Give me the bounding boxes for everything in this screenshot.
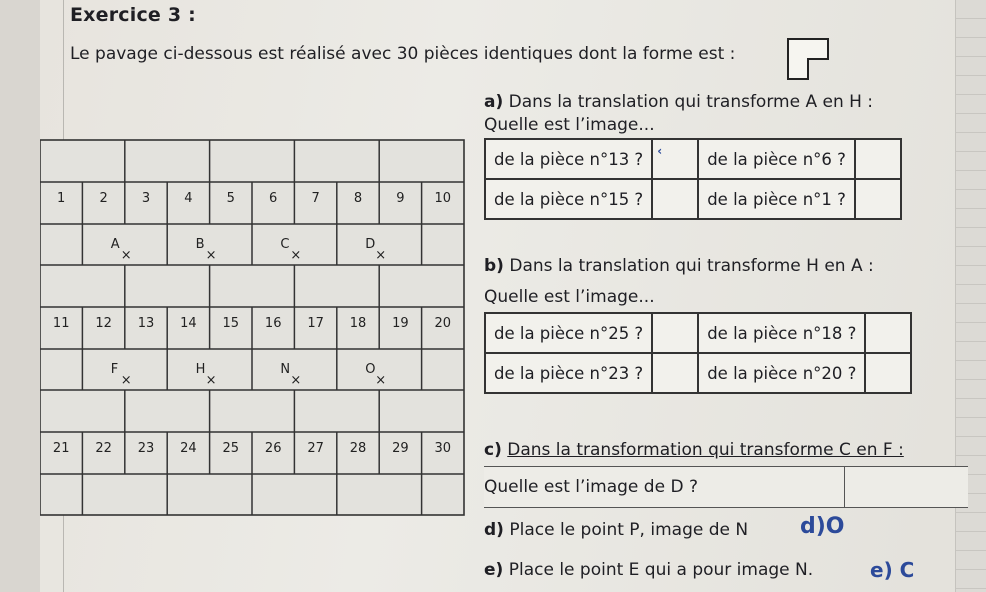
question-b-sub: Quelle est l’image... bbox=[484, 287, 655, 307]
question-e-text: Place le point E qui a pour image N. bbox=[508, 560, 814, 580]
piece-number: 11 bbox=[52, 316, 70, 331]
piece-number: 15 bbox=[222, 316, 240, 331]
question-b-label: b) bbox=[484, 256, 504, 276]
piece-number: 19 bbox=[392, 316, 409, 331]
piece-shape-icon bbox=[785, 36, 831, 82]
tiling-grid bbox=[40, 130, 470, 520]
table-row bbox=[485, 313, 911, 353]
point-cross: × bbox=[290, 373, 302, 388]
point-label: O bbox=[365, 362, 376, 377]
table-a bbox=[484, 138, 902, 220]
piece-number: 22 bbox=[95, 441, 112, 456]
piece-number: 30 bbox=[434, 441, 452, 456]
piece-number: 5 bbox=[226, 191, 235, 206]
pen-mark: ‹ bbox=[657, 143, 663, 158]
question-c-box bbox=[484, 466, 968, 508]
cell-a-q6: de la pièce n°6 ? bbox=[698, 139, 855, 179]
question-c-text: Dans la transformation qui transforme C en F : bbox=[507, 440, 904, 460]
point-label: B bbox=[195, 237, 205, 252]
piece-number: 28 bbox=[349, 441, 367, 456]
answer-b-23[interactable] bbox=[652, 353, 698, 393]
question-b bbox=[484, 256, 874, 276]
table-row bbox=[485, 179, 901, 219]
piece-number: 9 bbox=[396, 191, 405, 206]
point-label: N bbox=[280, 362, 291, 377]
answer-a-6[interactable] bbox=[855, 139, 901, 179]
piece-number: 24 bbox=[180, 441, 197, 456]
question-c-sub: Quelle est l’image de D ? bbox=[484, 477, 698, 497]
question-c-label: c) bbox=[484, 440, 502, 460]
cell-b-q25: de la pièce n°25 ? bbox=[485, 313, 652, 353]
piece-number: 17 bbox=[307, 316, 324, 331]
question-e bbox=[484, 560, 813, 580]
answer-a-15[interactable] bbox=[652, 179, 698, 219]
point-label: F bbox=[110, 362, 119, 377]
answer-a-1[interactable] bbox=[855, 179, 901, 219]
piece-number: 21 bbox=[52, 441, 70, 456]
piece-number: 13 bbox=[137, 316, 155, 331]
piece-number: 18 bbox=[349, 316, 367, 331]
cell-a-q13: de la pièce n°13 ? bbox=[485, 139, 652, 179]
question-e-label: e) bbox=[484, 560, 504, 580]
piece-number: 3 bbox=[141, 191, 151, 206]
piece-number: 16 bbox=[264, 316, 282, 331]
answer-b-18[interactable] bbox=[865, 313, 911, 353]
piece-number: 26 bbox=[264, 441, 282, 456]
handwritten-answer-d: d)O bbox=[800, 514, 845, 539]
piece-number: 6 bbox=[269, 191, 278, 206]
handwritten-answer-e: e) C bbox=[870, 558, 915, 582]
cell-a-q1: de la pièce n°1 ? bbox=[698, 179, 855, 219]
point-label: D bbox=[365, 237, 376, 252]
piece-number: 1 bbox=[57, 191, 66, 206]
question-a-text: Dans la translation qui transforme A en H : bbox=[508, 92, 874, 112]
point-cross: × bbox=[120, 248, 132, 263]
question-c bbox=[484, 440, 904, 460]
piece-number: 25 bbox=[222, 441, 240, 456]
point-cross: × bbox=[120, 373, 132, 388]
table-b bbox=[484, 312, 912, 394]
point-cross: × bbox=[375, 248, 387, 263]
piece-number: 8 bbox=[353, 191, 363, 206]
answer-a-13[interactable] bbox=[652, 139, 698, 179]
piece-number: 27 bbox=[307, 441, 324, 456]
piece-number: 20 bbox=[434, 316, 452, 331]
point-cross: × bbox=[375, 373, 387, 388]
question-b-text: Dans la translation qui transforme H en A : bbox=[509, 256, 874, 276]
piece-number: 14 bbox=[180, 316, 197, 331]
piece-number: 29 bbox=[392, 441, 409, 456]
piece-number: 2 bbox=[99, 191, 108, 206]
cell-b-q23: de la pièce n°23 ? bbox=[485, 353, 652, 393]
table-row bbox=[485, 139, 901, 179]
piece-number: 10 bbox=[434, 191, 452, 206]
point-cross: × bbox=[205, 373, 217, 388]
piece-number: 23 bbox=[137, 441, 155, 456]
question-d bbox=[484, 520, 748, 540]
point-label: A bbox=[110, 237, 120, 252]
exercise-title: Exercice 3 : bbox=[70, 4, 196, 26]
question-a-sub: Quelle est l’image... bbox=[484, 115, 655, 135]
cell-a-q15: de la pièce n°15 ? bbox=[485, 179, 652, 219]
answer-c[interactable] bbox=[845, 467, 967, 507]
answer-b-20[interactable] bbox=[865, 353, 911, 393]
point-cross: × bbox=[290, 248, 302, 263]
intro-text: Le pavage ci-dessous est réalisé avec 30 pièces identiques dont la forme est : bbox=[70, 44, 736, 64]
point-label: C bbox=[280, 237, 290, 252]
piece-number: 7 bbox=[311, 191, 320, 206]
question-d-text: Place le point P, image de N bbox=[509, 520, 749, 540]
question-a-label: a) bbox=[484, 92, 504, 112]
point-label: H bbox=[195, 362, 206, 377]
answer-b-25[interactable] bbox=[652, 313, 698, 353]
question-a bbox=[484, 92, 873, 112]
piece-number: 4 bbox=[184, 191, 193, 206]
cell-b-q20: de la pièce n°20 ? bbox=[698, 353, 865, 393]
cell-b-q18: de la pièce n°18 ? bbox=[698, 313, 865, 353]
piece-number: 12 bbox=[95, 316, 112, 331]
table-row bbox=[485, 353, 911, 393]
point-cross: × bbox=[205, 248, 217, 263]
question-d-label: d) bbox=[484, 520, 504, 540]
